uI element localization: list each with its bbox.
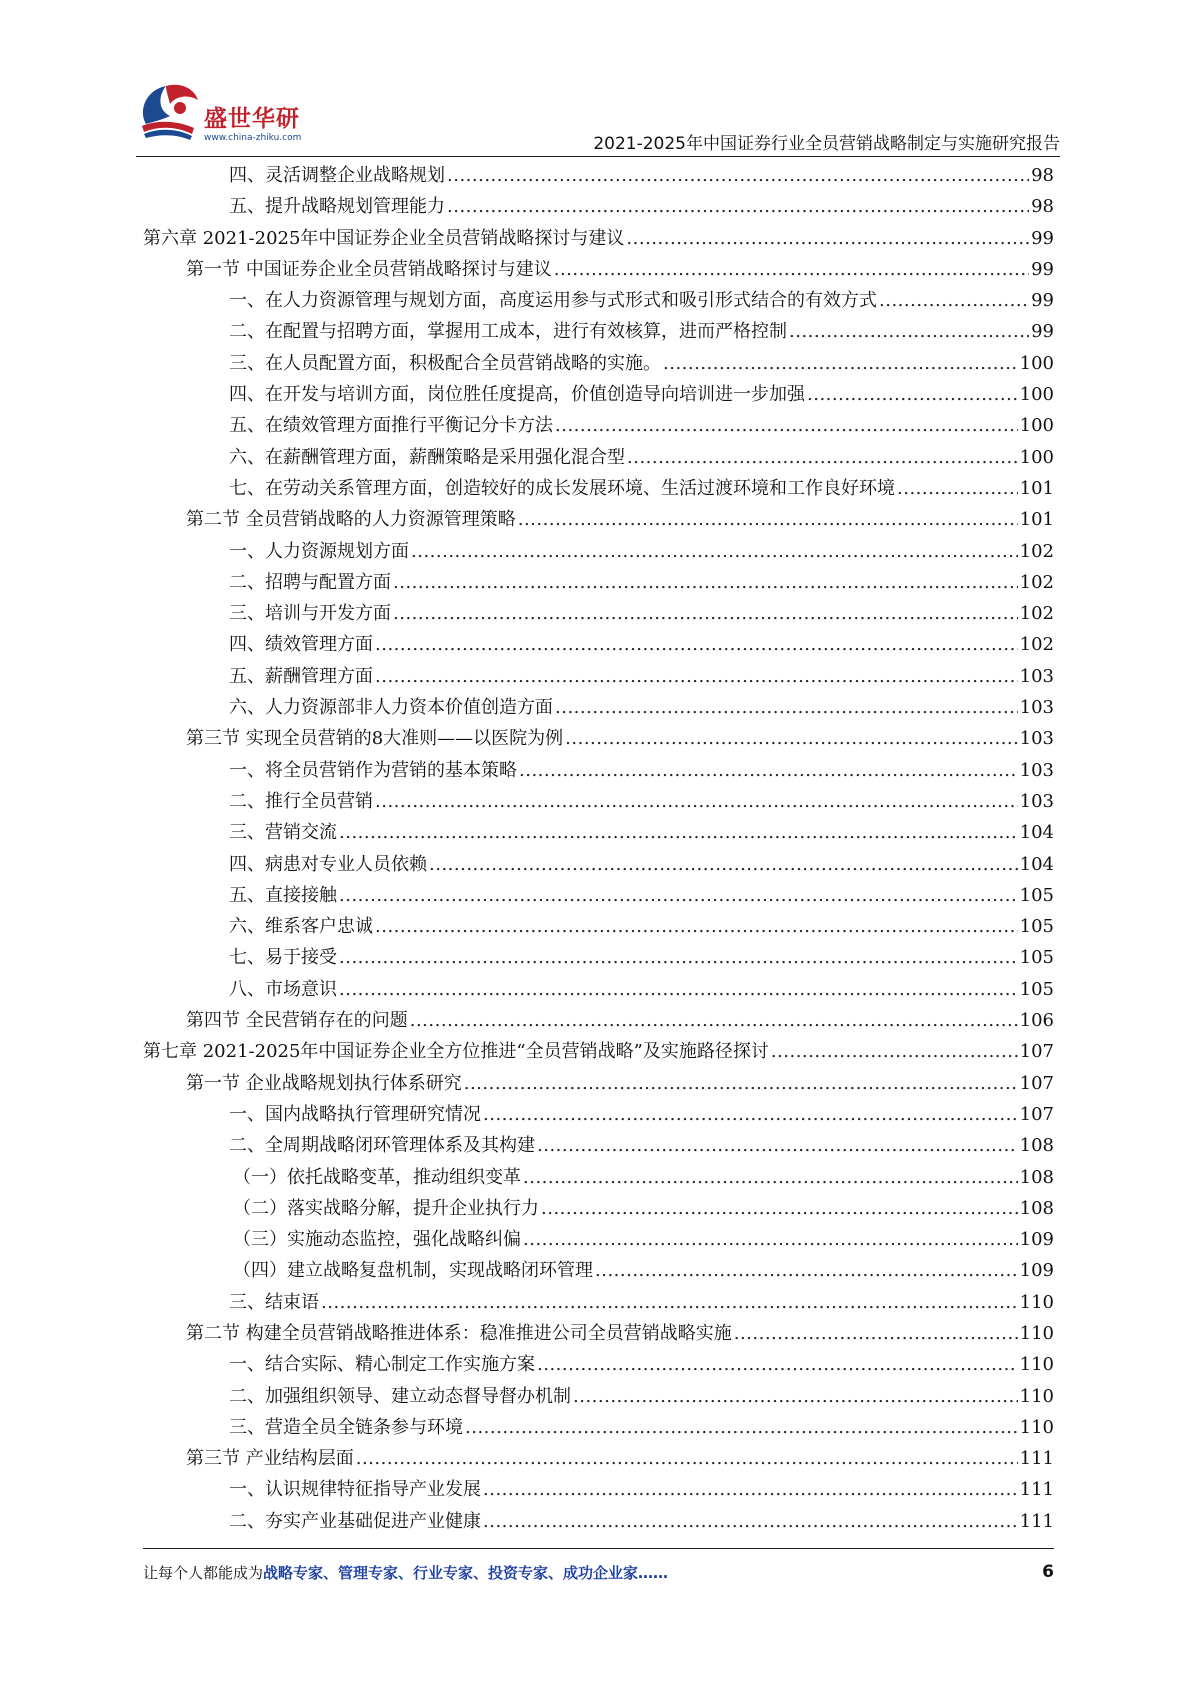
toc-entry-page: 105 [1019, 978, 1054, 1000]
toc-dot-leader [375, 911, 1018, 942]
toc-entry[interactable] [143, 285, 1054, 316]
toc-dot-leader [339, 974, 1018, 1005]
toc-entry-page: 99 [1031, 258, 1054, 280]
toc-entry-page: 107 [1019, 1041, 1054, 1063]
toc-entry[interactable] [143, 1036, 1054, 1067]
toc-entry[interactable] [143, 1130, 1054, 1161]
page-header [136, 80, 1060, 160]
toc-dot-leader [411, 536, 1018, 567]
toc-entry-page: 103 [1019, 697, 1054, 719]
toc-entry[interactable] [143, 692, 1054, 723]
toc-entry[interactable] [143, 1318, 1054, 1349]
toc-entry-title: 一、国内战略执行管理研究情况 [229, 1103, 481, 1125]
report-title: 2021-2025年中国证券行业全员营销战略制定与实施研究报告 [593, 134, 1060, 154]
toc-entry-page: 103 [1019, 790, 1054, 812]
toc-entry-title: 一、在人力资源管理与规划方面，高度运用参与式形式和吸引形式结合的有效方式 [229, 290, 877, 312]
toc-entry[interactable] [143, 504, 1054, 535]
toc-entry[interactable] [143, 442, 1054, 473]
toc-entry-page: 111 [1019, 1448, 1054, 1470]
toc-entry-title: （二）落实战略分解，提升企业执行力 [233, 1197, 539, 1219]
toc-entry[interactable] [143, 1005, 1054, 1036]
toc-entry-title: 六、人力资源部非人力资本价值创造方面 [229, 697, 553, 719]
toc-dot-leader [523, 1162, 1018, 1193]
toc-dot-leader [356, 1443, 1018, 1474]
toc-entry-page: 111 [1019, 1510, 1054, 1532]
toc-dot-leader [429, 849, 1018, 880]
toc-entry-title: 八、市场意识 [229, 978, 337, 1000]
toc-entry-title: 七、在劳动关系管理方面，创造较好的成长发展环境、生活过渡环境和工作良好环境 [229, 477, 895, 499]
toc-entry[interactable] [143, 786, 1054, 817]
toc-dot-leader [483, 1474, 1018, 1505]
toc-entry[interactable] [143, 191, 1054, 222]
toc-dot-leader [555, 692, 1018, 723]
toc-entry-page: 104 [1019, 853, 1054, 875]
toc-entry-title: 二、加强组织领导、建立动态督导督办机制 [229, 1385, 571, 1407]
toc-entry[interactable] [143, 629, 1054, 660]
toc-entry[interactable] [143, 1381, 1054, 1412]
toc-dot-leader [375, 629, 1018, 660]
toc-entry-page: 98 [1031, 196, 1054, 218]
toc-dot-leader [447, 160, 1029, 191]
toc-dot-leader [483, 1099, 1018, 1130]
toc-dot-leader [595, 1255, 1018, 1286]
toc-entry-title: 二、全周期战略闭环管理体系及其构建 [229, 1135, 535, 1157]
toc-entry[interactable] [143, 911, 1054, 942]
toc-entry-page: 107 [1019, 1072, 1054, 1094]
toc-entry[interactable] [143, 1443, 1054, 1474]
toc-entry[interactable] [143, 1412, 1054, 1443]
toc-entry-page: 100 [1019, 384, 1054, 406]
toc-entry[interactable] [143, 1474, 1054, 1505]
toc-entry-title: 五、薪酬管理方面 [229, 665, 373, 687]
toc-dot-leader [464, 1068, 1018, 1099]
toc-entry-page: 107 [1019, 1103, 1054, 1125]
toc-entry[interactable] [143, 974, 1054, 1005]
toc-entry-title: 五、直接接触 [229, 884, 337, 906]
toc-dot-leader [339, 817, 1018, 848]
toc-entry-title: 第一节 中国证券企业全员营销战略探讨与建议 [186, 258, 552, 280]
toc-dot-leader [519, 755, 1018, 786]
toc-entry-page: 110 [1019, 1291, 1054, 1313]
toc-dot-leader [573, 1381, 1018, 1412]
toc-entry-page: 99 [1031, 290, 1054, 312]
footer-divider [143, 1548, 1054, 1549]
toc-entry-title: 第二节 全员营销战略的人力资源管理策略 [186, 509, 516, 531]
toc-dot-leader [565, 723, 1017, 754]
toc-entry-title: 三、在人员配置方面，积极配合全员营销战略的实施。 [229, 352, 661, 374]
toc-entry-page: 108 [1019, 1166, 1054, 1188]
toc-entry-page: 102 [1019, 571, 1054, 593]
toc-dot-leader [447, 191, 1029, 222]
toc-entry-title: 二、招聘与配置方面 [229, 571, 391, 593]
toc-entry-title: 三、结束语 [229, 1291, 319, 1313]
toc-entry-title: 七、易于接受 [229, 947, 337, 969]
toc-entry[interactable] [143, 942, 1054, 973]
toc-entry-page: 102 [1019, 603, 1054, 625]
toc-dot-leader [339, 942, 1018, 973]
toc-dot-leader [879, 285, 1029, 316]
toc-entry[interactable] [143, 817, 1054, 848]
toc-dot-leader [897, 473, 1018, 504]
toc-entry-title: 一、结合实际、精心制定工作实施方案 [229, 1354, 535, 1376]
toc-entry[interactable] [143, 1506, 1054, 1537]
toc-entry[interactable] [143, 849, 1054, 880]
toc-entry[interactable] [143, 473, 1054, 504]
toc-entry-page: 110 [1019, 1354, 1054, 1376]
toc-dot-leader [518, 504, 1018, 535]
toc-entry[interactable] [143, 880, 1054, 911]
toc-dot-leader [626, 223, 1029, 254]
toc-entry[interactable] [143, 1287, 1054, 1318]
toc-entry-page: 105 [1019, 947, 1054, 969]
toc-entry[interactable] [143, 1224, 1054, 1255]
toc-dot-leader [483, 1506, 1018, 1537]
toc-entry[interactable] [143, 1255, 1054, 1286]
toc-entry-title: 一、认识规律特征指导产业发展 [229, 1479, 481, 1501]
toc-entry-page: 104 [1019, 822, 1054, 844]
toc-entry-title: （一）依托战略变革，推动组织变革 [233, 1166, 521, 1188]
toc-entry-page: 100 [1019, 446, 1054, 468]
toc-entry-page: 105 [1019, 916, 1054, 938]
toc-entry-title: 第四节 全民营销存在的问题 [186, 1010, 408, 1032]
toc-entry-page: 98 [1031, 165, 1054, 186]
toc-dot-leader [537, 1349, 1018, 1380]
toc-entry-page: 100 [1019, 352, 1054, 374]
toc-entry[interactable] [143, 1162, 1054, 1193]
toc-entry-title: 一、人力资源规划方面 [229, 540, 409, 562]
toc-entry-title: 一、将全员营销作为营销的基本策略 [229, 759, 517, 781]
toc-entry-page: 101 [1019, 509, 1054, 531]
toc-entry[interactable] [143, 536, 1054, 567]
company-logo [136, 80, 336, 150]
toc-entry-title: 第二节 构建全员营销战略推进体系：稳准推进公司全员营销战略实施 [186, 1322, 732, 1344]
toc-entry-title: 三、营造全员全链条参与环境 [229, 1416, 463, 1438]
toc-entry-title: 六、维系客户忠诚 [229, 916, 373, 938]
toc-entry[interactable] [143, 379, 1054, 410]
toc-entry-title: 二、夯实产业基础促进产业健康 [229, 1510, 481, 1532]
toc-dot-leader [339, 880, 1018, 911]
toc-entry-page: 99 [1031, 321, 1054, 343]
toc-entry-page: 110 [1019, 1416, 1054, 1438]
page-footer [143, 1562, 1054, 1586]
toc-entry[interactable] [143, 661, 1054, 692]
toc-entry-title: （三）实施动态监控，强化战略纠偏 [233, 1229, 521, 1251]
toc-entry-page: 99 [1031, 227, 1054, 249]
toc-entry-page: 100 [1019, 415, 1054, 437]
toc-dot-leader [321, 1287, 1018, 1318]
toc-dot-leader [523, 1224, 1018, 1255]
toc-entry-title: 第七章 2021-2025年中国证券企业全方位推进“全员营销战略”及实施路径探讨 [143, 1041, 769, 1063]
toc-entry-title: 五、在绩效管理方面推行平衡记分卡方法 [229, 415, 553, 437]
toc-entry-page: 108 [1019, 1197, 1054, 1219]
toc-entry[interactable] [143, 567, 1054, 598]
toc-entry-title: 四、病患对专业人员依赖 [229, 853, 427, 875]
toc-entry-title: 五、提升战略规划管理能力 [229, 196, 445, 218]
toc-entry[interactable] [143, 723, 1054, 754]
toc-dot-leader [663, 348, 1018, 379]
page-number: 6 [1042, 1562, 1054, 1582]
toc-entry[interactable] [143, 1099, 1054, 1130]
toc-entry[interactable] [143, 1349, 1054, 1380]
toc-dot-leader [734, 1318, 1018, 1349]
toc-entry[interactable] [143, 254, 1054, 285]
toc-dot-leader [554, 254, 1029, 285]
table-of-contents [143, 160, 1054, 1537]
toc-entry-title: 第三节 实现全员营销的8大准则——以医院为例 [186, 728, 564, 750]
toc-entry-page: 108 [1019, 1135, 1054, 1157]
toc-entry-page: 106 [1019, 1010, 1054, 1032]
toc-entry-title: 二、在配置与招聘方面，掌握用工成本，进行有效核算，进而严格控制 [229, 321, 787, 343]
toc-entry[interactable] [143, 598, 1054, 629]
toc-entry-page: 109 [1019, 1229, 1054, 1251]
toc-entry-title: 第六章 2021-2025年中国证券企业全员营销战略探讨与建议 [143, 227, 625, 249]
toc-entry-title: 四、在开发与培训方面，岗位胜任度提高，价值创造导向培训进一步加强 [229, 384, 805, 406]
toc-dot-leader [541, 1193, 1018, 1224]
toc-entry-page: 102 [1019, 634, 1054, 656]
toc-entry[interactable] [143, 160, 1054, 191]
toc-dot-leader [465, 1412, 1018, 1443]
toc-entry-page: 105 [1019, 884, 1054, 906]
toc-dot-leader [375, 786, 1018, 817]
toc-entry[interactable] [143, 316, 1054, 347]
toc-entry[interactable] [143, 348, 1054, 379]
footer-slogan-lead: 让每个人都能成为 [143, 1564, 264, 1582]
toc-dot-leader [807, 379, 1018, 410]
toc-entry-title: 三、营销交流 [229, 822, 337, 844]
toc-entry-page: 110 [1019, 1322, 1054, 1344]
toc-entry-page: 110 [1019, 1385, 1054, 1407]
toc-dot-leader [375, 661, 1018, 692]
toc-dot-leader [537, 1130, 1018, 1161]
toc-entry-title: 四、灵活调整企业战略规划 [229, 165, 445, 186]
toc-entry[interactable] [143, 755, 1054, 786]
logo-emblem-icon [136, 80, 202, 142]
footer-slogan-highlight: 战略专家、管理专家、行业专家、投资专家、成功企业家…… [263, 1564, 669, 1582]
toc-entry-title: 六、在薪酬管理方面，薪酬策略是采用强化混合型 [229, 446, 625, 468]
toc-entry-page: 103 [1019, 728, 1054, 750]
logo-name: 盛世华研 [204, 106, 300, 132]
toc-entry[interactable] [143, 1193, 1054, 1224]
toc-entry-title: （四）建立战略复盘机制，实现战略闭环管理 [233, 1260, 593, 1282]
toc-entry[interactable] [143, 1068, 1054, 1099]
header-divider [136, 156, 1060, 157]
toc-entry-title: 三、培训与开发方面 [229, 603, 391, 625]
logo-url: www.china-zhiku.com [204, 133, 302, 143]
toc-entry-page: 102 [1019, 540, 1054, 562]
toc-dot-leader [410, 1005, 1018, 1036]
toc-dot-leader [789, 316, 1029, 347]
toc-dot-leader [627, 442, 1018, 473]
toc-entry-page: 111 [1019, 1479, 1054, 1501]
toc-dot-leader [393, 598, 1018, 629]
toc-entry-title: 第三节 产业结构层面 [186, 1448, 354, 1470]
toc-entry-title: 四、绩效管理方面 [229, 634, 373, 656]
toc-entry-page: 103 [1019, 665, 1054, 687]
toc-dot-leader [771, 1036, 1018, 1067]
toc-entry-page: 103 [1019, 759, 1054, 781]
toc-entry[interactable] [143, 223, 1054, 254]
toc-entry-page: 109 [1019, 1260, 1054, 1282]
toc-entry-page: 101 [1019, 477, 1054, 499]
toc-entry[interactable] [143, 410, 1054, 441]
toc-dot-leader [393, 567, 1018, 598]
toc-entry-title: 二、推行全员营销 [229, 790, 373, 812]
toc-dot-leader [555, 410, 1018, 441]
toc-entry-title: 第一节 企业战略规划执行体系研究 [186, 1072, 462, 1094]
